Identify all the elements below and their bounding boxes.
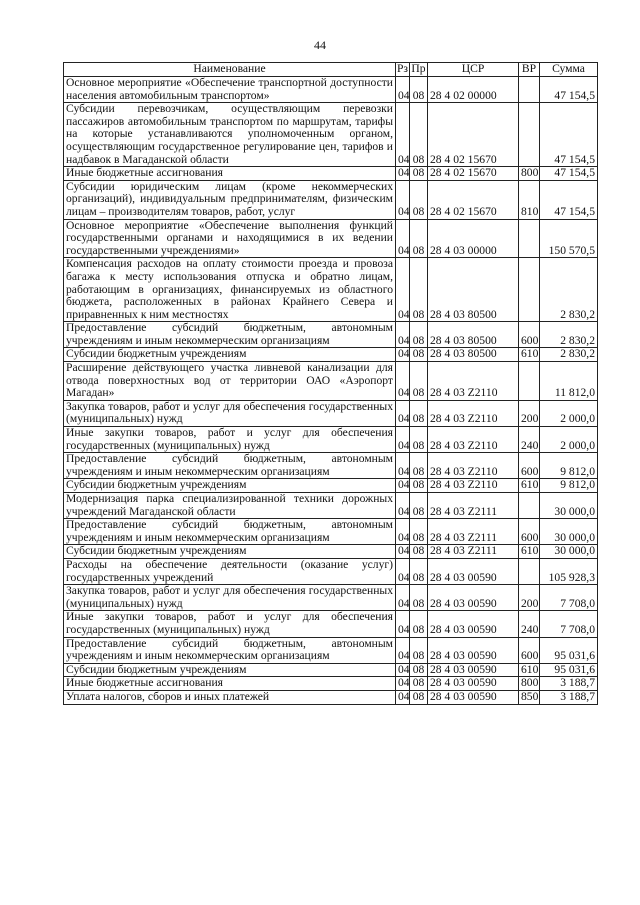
row-rz: 04 (396, 479, 410, 493)
row-sum: 95 031,6 (540, 637, 598, 663)
header-rz: Рз (396, 62, 409, 76)
row-pr: 08 (410, 558, 428, 584)
table-row (64, 611, 598, 637)
table-row (64, 519, 598, 545)
row-csr: 28 4 03 Z2111 (428, 493, 519, 519)
table-row (64, 103, 598, 167)
row-sum: 9 812,0 (540, 453, 598, 479)
row-name: Субсидии перевозчикам, осуществляющим перевозки пассажиров автомобильным транспортом по маршрутам, тарифы на которые устанавливаются уполномоченным органом, осуществляющим государственное регулирование цен, тарифов и надбавок в Магаданской области (64, 103, 396, 167)
row-csr: 28 4 03 Z2110 (428, 362, 519, 401)
row-pr: 08 (410, 427, 428, 453)
row-name: Расширение действующего участка ливневой канализации для отвода поверхностных вод от территории ОАО «Аэропорт Магадан» (64, 362, 396, 401)
header-name: Наименование (64, 63, 396, 77)
row-vr: 800 (519, 677, 540, 691)
row-name: Уплата налогов, сборов и иных платежей (64, 690, 396, 704)
row-name: Субсидии бюджетным учреждениям (64, 348, 396, 362)
row-sum: 30 000,0 (540, 545, 598, 559)
table-row (64, 400, 598, 426)
row-vr: 610 (519, 663, 540, 677)
row-rz: 04 (396, 427, 410, 453)
table-row (64, 585, 598, 611)
row-name: Модернизация парка специализированной техники дорожных учреждений Магаданской области (64, 493, 396, 519)
table-body (64, 77, 598, 705)
row-pr: 08 (410, 180, 428, 219)
row-name: Предоставление субсидий бюджетным, автономным учреждениям и иным некоммерческим организациям (64, 453, 396, 479)
row-rz: 04 (396, 637, 410, 663)
budget-table (63, 62, 598, 705)
row-vr: 610 (519, 545, 540, 559)
row-pr: 08 (410, 400, 428, 426)
row-vr (519, 258, 540, 322)
row-sum: 7 708,0 (540, 585, 598, 611)
row-pr: 08 (410, 453, 428, 479)
header-pr: Пр (411, 62, 426, 76)
table-row (64, 348, 598, 362)
row-rz: 04 (396, 663, 410, 677)
table-row (64, 427, 598, 453)
row-vr (519, 362, 540, 401)
row-vr: 610 (519, 348, 540, 362)
row-rz: 04 (396, 219, 410, 258)
row-sum: 47 154,5 (540, 77, 598, 103)
row-rz: 04 (396, 258, 410, 322)
row-vr: 610 (519, 479, 540, 493)
row-sum: 7 708,0 (540, 611, 598, 637)
row-sum: 30 000,0 (540, 493, 598, 519)
row-vr (519, 493, 540, 519)
row-pr: 08 (410, 663, 428, 677)
row-csr: 28 4 03 00590 (428, 637, 519, 663)
row-sum: 2 830,2 (540, 258, 598, 322)
row-vr: 600 (519, 637, 540, 663)
row-name: Субсидии бюджетным учреждениям (64, 545, 396, 559)
row-csr: 28 4 03 Z2110 (428, 479, 519, 493)
row-rz: 04 (396, 180, 410, 219)
row-rz: 04 (396, 453, 410, 479)
row-csr: 28 4 03 00590 (428, 690, 519, 704)
row-csr: 28 4 02 15670 (428, 167, 519, 181)
row-pr: 08 (410, 545, 428, 559)
row-pr: 08 (410, 519, 428, 545)
row-sum: 9 812,0 (540, 479, 598, 493)
row-vr: 200 (519, 400, 540, 426)
row-pr: 08 (410, 493, 428, 519)
row-name: Иные бюджетные ассигнования (64, 677, 396, 691)
row-vr: 600 (519, 519, 540, 545)
row-name: Компенсация расходов на оплату стоимости проезда и провоза багажа к месту использования отпуска и обратно лицам, работающим в организациях, финансируемых из областного бюджета, расположенных в районах Крайнего Севера и приравненных к ним местностях (64, 258, 396, 322)
row-sum: 11 812,0 (540, 362, 598, 401)
row-sum: 3 188,7 (540, 677, 598, 691)
table-row (64, 493, 598, 519)
row-pr: 08 (410, 690, 428, 704)
row-sum: 105 928,3 (540, 558, 598, 584)
row-vr: 810 (519, 180, 540, 219)
table-row (64, 479, 598, 493)
row-vr: 240 (519, 611, 540, 637)
row-name: Расходы на обеспечение деятельности (оказание услуг) государственных учреждений (64, 558, 396, 584)
table-row (64, 453, 598, 479)
row-sum: 47 154,5 (540, 167, 598, 181)
row-rz: 04 (396, 519, 410, 545)
row-sum: 47 154,5 (540, 180, 598, 219)
row-rz: 04 (396, 348, 410, 362)
table-header-row (64, 63, 598, 77)
row-vr (519, 219, 540, 258)
row-rz: 04 (396, 322, 410, 348)
row-vr: 240 (519, 427, 540, 453)
row-csr: 28 4 03 80500 (428, 348, 519, 362)
row-csr: 28 4 03 00590 (428, 663, 519, 677)
row-csr: 28 4 02 00000 (428, 77, 519, 103)
row-vr: 800 (519, 167, 540, 181)
table-row (64, 219, 598, 258)
header-vr: ВР (519, 63, 540, 77)
row-vr: 850 (519, 690, 540, 704)
row-name: Основное мероприятие «Обеспечение транспортной доступности населения автомобильным транспортом» (64, 77, 396, 103)
table-row (64, 258, 598, 322)
table-row (64, 77, 598, 103)
row-csr: 28 4 03 00000 (428, 219, 519, 258)
row-rz: 04 (396, 558, 410, 584)
row-name: Основное мероприятие «Обеспечение выполнения функций государственными органами и находящимися в их ведении государственными учреждениями» (64, 219, 396, 258)
row-name: Иные бюджетные ассигнования (64, 167, 396, 181)
row-name: Предоставление субсидий бюджетным, автономным учреждениям и иным некоммерческим организациям (64, 637, 396, 663)
row-sum: 2 000,0 (540, 427, 598, 453)
row-csr: 28 4 03 00590 (428, 585, 519, 611)
row-rz: 04 (396, 400, 410, 426)
row-rz: 04 (396, 545, 410, 559)
row-pr: 08 (410, 258, 428, 322)
row-csr: 28 4 03 Z2110 (428, 400, 519, 426)
table-row (64, 322, 598, 348)
row-sum: 47 154,5 (540, 103, 598, 167)
row-name: Субсидии бюджетным учреждениям (64, 479, 396, 493)
row-pr: 08 (410, 611, 428, 637)
row-rz: 04 (396, 690, 410, 704)
row-csr: 28 4 03 00590 (428, 677, 519, 691)
table-row (64, 677, 598, 691)
table-row (64, 690, 598, 704)
row-sum: 150 570,5 (540, 219, 598, 258)
row-name: Закупка товаров, работ и услуг для обеспечения государственных (муниципальных) нужд (64, 585, 396, 611)
row-pr: 08 (410, 362, 428, 401)
row-vr: 600 (519, 453, 540, 479)
row-pr: 08 (410, 167, 428, 181)
row-csr: 28 4 03 Z2110 (428, 453, 519, 479)
row-sum: 30 000,0 (540, 519, 598, 545)
row-name: Предоставление субсидий бюджетным, автономным учреждениям и иным некоммерческим организациям (64, 519, 396, 545)
row-pr: 08 (410, 585, 428, 611)
table-row (64, 637, 598, 663)
row-rz: 04 (396, 677, 410, 691)
table-row (64, 545, 598, 559)
row-pr: 08 (410, 348, 428, 362)
row-rz: 04 (396, 493, 410, 519)
table-row (64, 362, 598, 401)
header-sum: Сумма (540, 63, 598, 77)
page-number: 44 (314, 38, 326, 52)
table-row (64, 558, 598, 584)
row-name: Закупка товаров, работ и услуг для обеспечения государственных (муниципальных) нужд (64, 400, 396, 426)
row-sum: 95 031,6 (540, 663, 598, 677)
row-rz: 04 (396, 77, 410, 103)
row-rz: 04 (396, 585, 410, 611)
row-name: Субсидии бюджетным учреждениям (64, 663, 396, 677)
row-name: Субсидии юридическим лицам (кроме некоммерческих организаций), индивидуальным предпринимателям, физическим лицам – производителям товаров, работ, услуг (64, 180, 396, 219)
row-pr: 08 (410, 637, 428, 663)
row-csr: 28 4 03 80500 (428, 258, 519, 322)
row-sum: 2 000,0 (540, 400, 598, 426)
row-csr: 28 4 03 00590 (428, 611, 519, 637)
row-vr (519, 77, 540, 103)
header-csr: ЦСР (428, 63, 519, 77)
table-row (64, 167, 598, 181)
row-pr: 08 (410, 479, 428, 493)
row-name: Иные закупки товаров, работ и услуг для обеспечения государственных (муниципальных) нужд (64, 427, 396, 453)
row-sum: 2 830,2 (540, 322, 598, 348)
row-csr: 28 4 03 Z2111 (428, 519, 519, 545)
row-pr: 08 (410, 219, 428, 258)
row-pr: 08 (410, 677, 428, 691)
row-sum: 2 830,2 (540, 348, 598, 362)
row-vr: 200 (519, 585, 540, 611)
row-vr (519, 103, 540, 167)
row-rz: 04 (396, 167, 410, 181)
row-pr: 08 (410, 103, 428, 167)
row-rz: 04 (396, 611, 410, 637)
row-csr: 28 4 03 Z2110 (428, 427, 519, 453)
row-name: Иные закупки товаров, работ и услуг для обеспечения государственных (муниципальных) нужд (64, 611, 396, 637)
row-csr: 28 4 03 Z2111 (428, 545, 519, 559)
row-vr: 600 (519, 322, 540, 348)
row-csr: 28 4 03 80500 (428, 322, 519, 348)
row-rz: 04 (396, 103, 410, 167)
table-row (64, 663, 598, 677)
row-csr: 28 4 03 00590 (428, 558, 519, 584)
row-vr (519, 558, 540, 584)
row-pr: 08 (410, 322, 428, 348)
row-pr: 08 (410, 77, 428, 103)
row-sum: 3 188,7 (540, 690, 598, 704)
row-csr: 28 4 02 15670 (428, 103, 519, 167)
row-rz: 04 (396, 362, 410, 401)
row-csr: 28 4 02 15670 (428, 180, 519, 219)
row-name: Предоставление субсидий бюджетным, автономным учреждениям и иным некоммерческим организациям (64, 322, 396, 348)
table-row (64, 180, 598, 219)
